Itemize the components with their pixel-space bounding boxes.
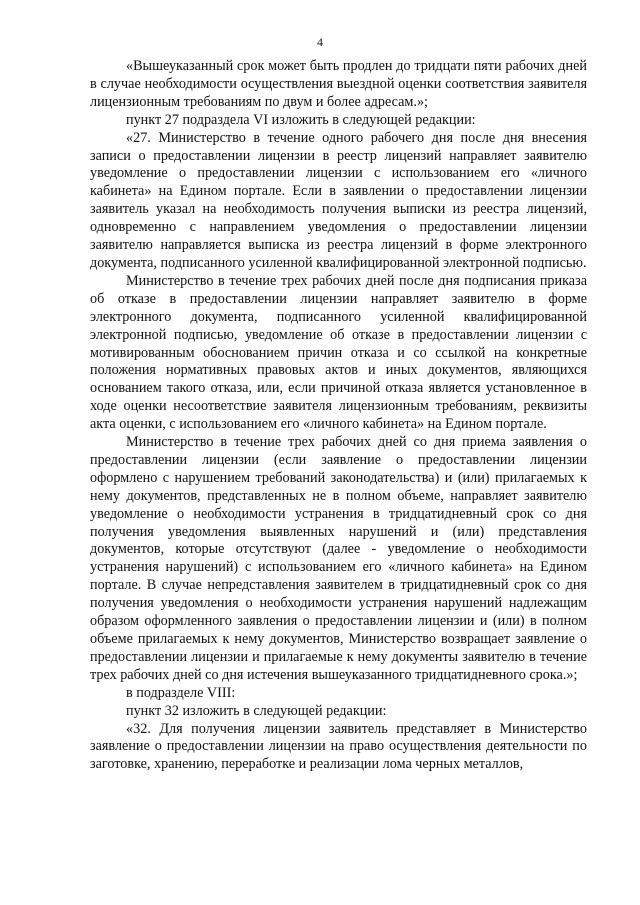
document-body [90, 58, 587, 774]
paragraph-point-27-text: «27. Министерство в течение одного рабочего дня после дня внесения записи о предоставлении лицензии в реестр лицензий направляет заявителю уведомление о предоставлении лицензии с использованием его «личного кабинета» на Едином портале. Если в заявлении о предоставлении лицензии заявитель указал на необходимость получения выписки из реестра лицензий, одновременно с направлением уведомления о предоставлении лицензии заявителю направляется выписка из реестра лицензий в форме электронного документа, подписанного усиленной квалифицированной электронной подписью. [90, 129, 587, 271]
paragraph-point-27-instruction: пункт 27 подраздела VI изложить в следующей редакции: [126, 111, 476, 128]
paragraph-violation-notice: Министерство в течение трех рабочих дней со дня приема заявления о предоставлении лицензии (если заявление о предоставлении лицензии оформлено с нарушением требований законодательства) и (или) прилагаемых к нему документов, представленных не в полном объеме, направляет заявителю уведомление о необходимости устранения в тридцатидневный срок со дня получения уведомления выявленных нарушений и (или) представления документов, которые отсутствуют (далее - уведомление о необходимости устранения нарушений) с использованием его «личного кабинета» на Едином портале. В случае непредставления заявителем в тридцатидневный срок со дня получения уведомления о необходимости устранения нарушений надлежащим образом оформленного заявления о предоставлении лицензии и (или) в полном объеме прилагаемых к нему документов, Министерство возвращает заявление о предоставлении лицензии и прилагаемые к нему документы заявителю в течение трех рабочих дней со дня истечения вышеуказанного тридцатидневного срока.»; [90, 434, 587, 683]
paragraph-point-32-text: «32. Для получения лицензии заявитель представляет в Министерство заявление о предоставлении лицензии на право осуществления деятельности по заготовке, хранению, переработке и реализации лома черных металлов, [90, 720, 587, 773]
page-number: 4 [317, 35, 323, 49]
paragraph-subsection-8: в подразделе VIII: [126, 684, 236, 701]
paragraph-point-32-instruction: пункт 32 изложить в следующей редакции: [126, 702, 387, 719]
paragraph-term-extension: «Вышеуказанный срок может быть продлен до тридцати пяти рабочих дней в случае необходимости осуществления выездной оценки соответствия заявителя лицензионным требованиям по двум и более адресам.»; [90, 58, 587, 110]
paragraph-refusal-notice: Министерство в течение трех рабочих дней после дня подписания приказа об отказе в предоставлении лицензии направляет заявителю в форме электронного документа, подписанного усиленной квалифицированной электронной подписью, уведомление об отказе в предоставлении лицензии с мотивированным обоснованием причин отказа и со ссылкой на конкретные положения нормативных правовых актов и иных документов, являющихся основанием такого отказа, или, если причиной отказа является установленное в ходе оценки несоответствие заявителя лицензионным требованиям, реквизиты акта оценки, с использованием его «личного кабинета» на Едином портале. [90, 272, 587, 433]
